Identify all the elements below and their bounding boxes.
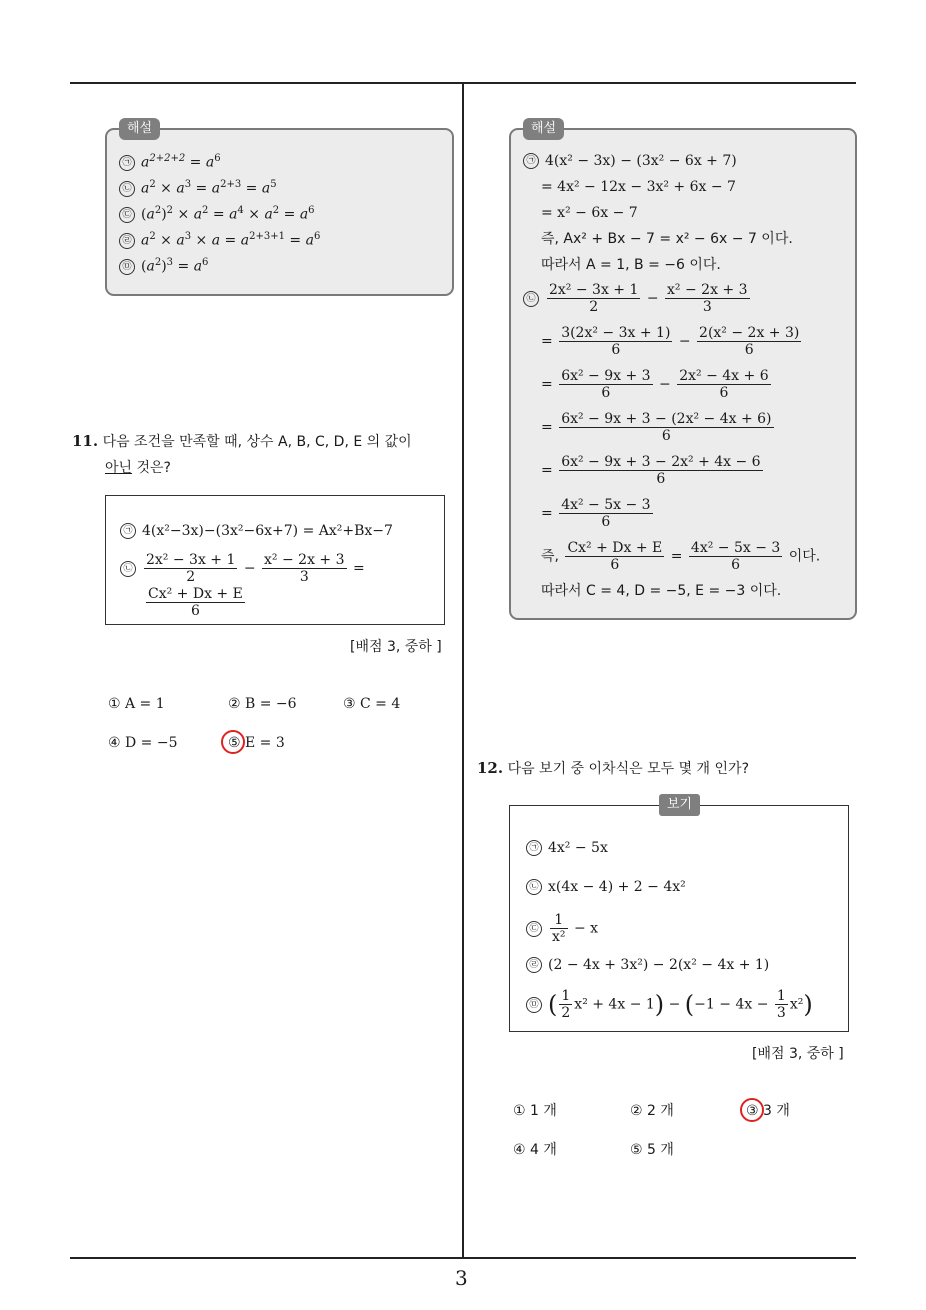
r-sol-f4: = $\frac{\text{6x² − 9x + 3 − (2x² − 4x + 6)}}{6}$: [541, 411, 772, 444]
q12-text: 다음 보기 중 이차식은 모두 몇 개 인가?: [507, 761, 750, 777]
r-sol-l2: = 4x² − 12x − 3x² + 6x − 7: [541, 179, 736, 195]
q11-condition-2: ㉡ $\frac{\text{2x² − 3x + 1}}{2}$ − $\frac{\text{x² − 2x + 3}}{3}$ =: [120, 552, 365, 585]
left-sol-line-5: ㉤ $(a^2)^3 = a^6$: [119, 252, 208, 278]
q11-underlined: 아닌: [105, 460, 133, 476]
q11-choice-1[interactable]: ① A = 1: [108, 696, 165, 712]
left-sol-line-2: ㉡ $a^2 \times a^3 = a^{2+3} = a^5$: [119, 174, 277, 200]
bottom-rule: [70, 1257, 856, 1259]
left-sol-line-3: ㉢ $(a^2)^2 \times a^2 = a^4 \times a^2 = a^6$: [119, 200, 315, 226]
q12-choice-3[interactable]: ③ 3 개: [746, 1103, 790, 1119]
q11-score: [배점 3, 중하 ]: [350, 639, 442, 655]
r-sol-f3: = $\frac{\text{6x² − 9x + 3}}{6}$ − $\frac{\text{2x² − 4x + 6}}{6}$: [541, 368, 769, 401]
q11-condition-box: [105, 495, 445, 625]
left-sol-line-1: ㉠ $a^{2+2+2} = a^6$: [119, 148, 221, 174]
q12-answer-mark: [740, 1098, 764, 1122]
r-sol-final: 따라서 C = 4, D = −5, E = −3 이다.: [541, 583, 782, 599]
q12-item-2: ㉡ x(4x − 4) + 2 − 4x²: [526, 876, 686, 898]
q12-choice-2[interactable]: ② 2 개: [630, 1103, 674, 1119]
q12-choice-5[interactable]: ⑤ 5 개: [630, 1142, 674, 1158]
r-sol-f5: = $\frac{\text{6x² − 9x + 3 − 2x² + 4x − 6}}{6}$: [541, 454, 761, 487]
r-sol-l4: 즉, Ax² + Bx − 7 = x² − 6x − 7 이다.: [541, 231, 793, 247]
r-sol-f6: = $\frac{\text{4x² − 5x − 3}}{6}$: [541, 497, 651, 530]
marker-4: ㉣: [119, 233, 135, 249]
marker-5: ㉤: [119, 259, 135, 275]
q12-choice-1[interactable]: ① 1 개: [513, 1103, 557, 1119]
r-sol-l3: = x² − 6x − 7: [541, 205, 638, 221]
r-sol-l1: ㉠ 4(x² − 3x) − (3x² − 6x + 7): [523, 150, 737, 172]
q11-choice-3[interactable]: ③ C = 4: [343, 696, 401, 712]
solution-label: 해설: [119, 118, 160, 140]
marker-3: ㉢: [119, 207, 135, 223]
q11-answer-mark: [221, 730, 245, 754]
q11-prompt-line-1: [72, 430, 412, 453]
r-sol-l5: 따라서 A = 1, B = −6 이다.: [541, 257, 721, 273]
page-number: 3: [455, 1266, 468, 1290]
q11-choice-4[interactable]: ④ D = −5: [108, 735, 178, 751]
column-divider: [462, 82, 464, 1258]
q11-text-2: 것은?: [132, 460, 171, 476]
q12-examples-box: [509, 797, 849, 1032]
left-solution-box: [105, 121, 454, 296]
q11-condition-1: ㉠ 4(x²−3x)−(3x²−6x+7) = Ax²+Bx−7: [120, 520, 393, 542]
q11-text-1: 다음 조건을 만족할 때, 상수 A, B, C, D, E 의 값이: [102, 434, 412, 450]
solution-label-right: 해설: [523, 118, 564, 140]
q12-choice-4[interactable]: ④ 4 개: [513, 1142, 557, 1158]
q11-choice-5[interactable]: ⑤ E = 3: [228, 735, 285, 751]
q11-number: 11.: [72, 432, 99, 450]
marker-2: ㉡: [119, 181, 135, 197]
left-sol-line-4: ㉣ $a^2 \times a^3 \times a = a^{2+3+1} = a^6$: [119, 226, 320, 252]
q11-choice-2[interactable]: ② B = −6: [228, 696, 297, 712]
marker-1: ㉠: [119, 155, 135, 171]
examples-label: 보기: [659, 794, 700, 816]
q11-condition-2-rhs: $\frac{\text{Cx² + Dx + E}}{6}$: [148, 586, 243, 619]
right-solution-box: [509, 121, 857, 620]
q12-item-4: ㉣ (2 − 4x + 3x²) − 2(x² − 4x + 1): [526, 954, 769, 976]
r-sol-f2: = $\frac{\text{3(2x² − 3x + 1)}}{6}$ − $\frac{\text{2(x² − 2x + 3)}}{6}$: [541, 325, 800, 358]
r-sol-f1: ㉡ $\frac{\text{2x² − 3x + 1}}{2}$ − $\frac{\text{x² − 2x + 3}}{3}$: [523, 282, 752, 315]
q12-item-1: ㉠ 4x² − 5x: [526, 837, 608, 859]
q12-score: [배점 3, 중하 ]: [752, 1046, 844, 1062]
q12-item-3: ㉢ $\frac{1}{\text{x²}}$ − x: [526, 912, 598, 945]
q11-prompt-line-2: [105, 457, 171, 479]
q12-number: 12.: [477, 759, 504, 777]
r-sol-f7: 즉, $\frac{\text{Cx² + Dx + E}}{6}$ = $\frac{\text{4x² − 5x − 3}}{6}$ 이다.: [541, 540, 821, 573]
q12-item-5: ㉤ ( $\frac{1}{2}$ x² + 4x − 1) − (−1 − 4x − $\frac{1}{3}$ x²): [526, 988, 813, 1021]
q12-prompt: [477, 757, 749, 780]
